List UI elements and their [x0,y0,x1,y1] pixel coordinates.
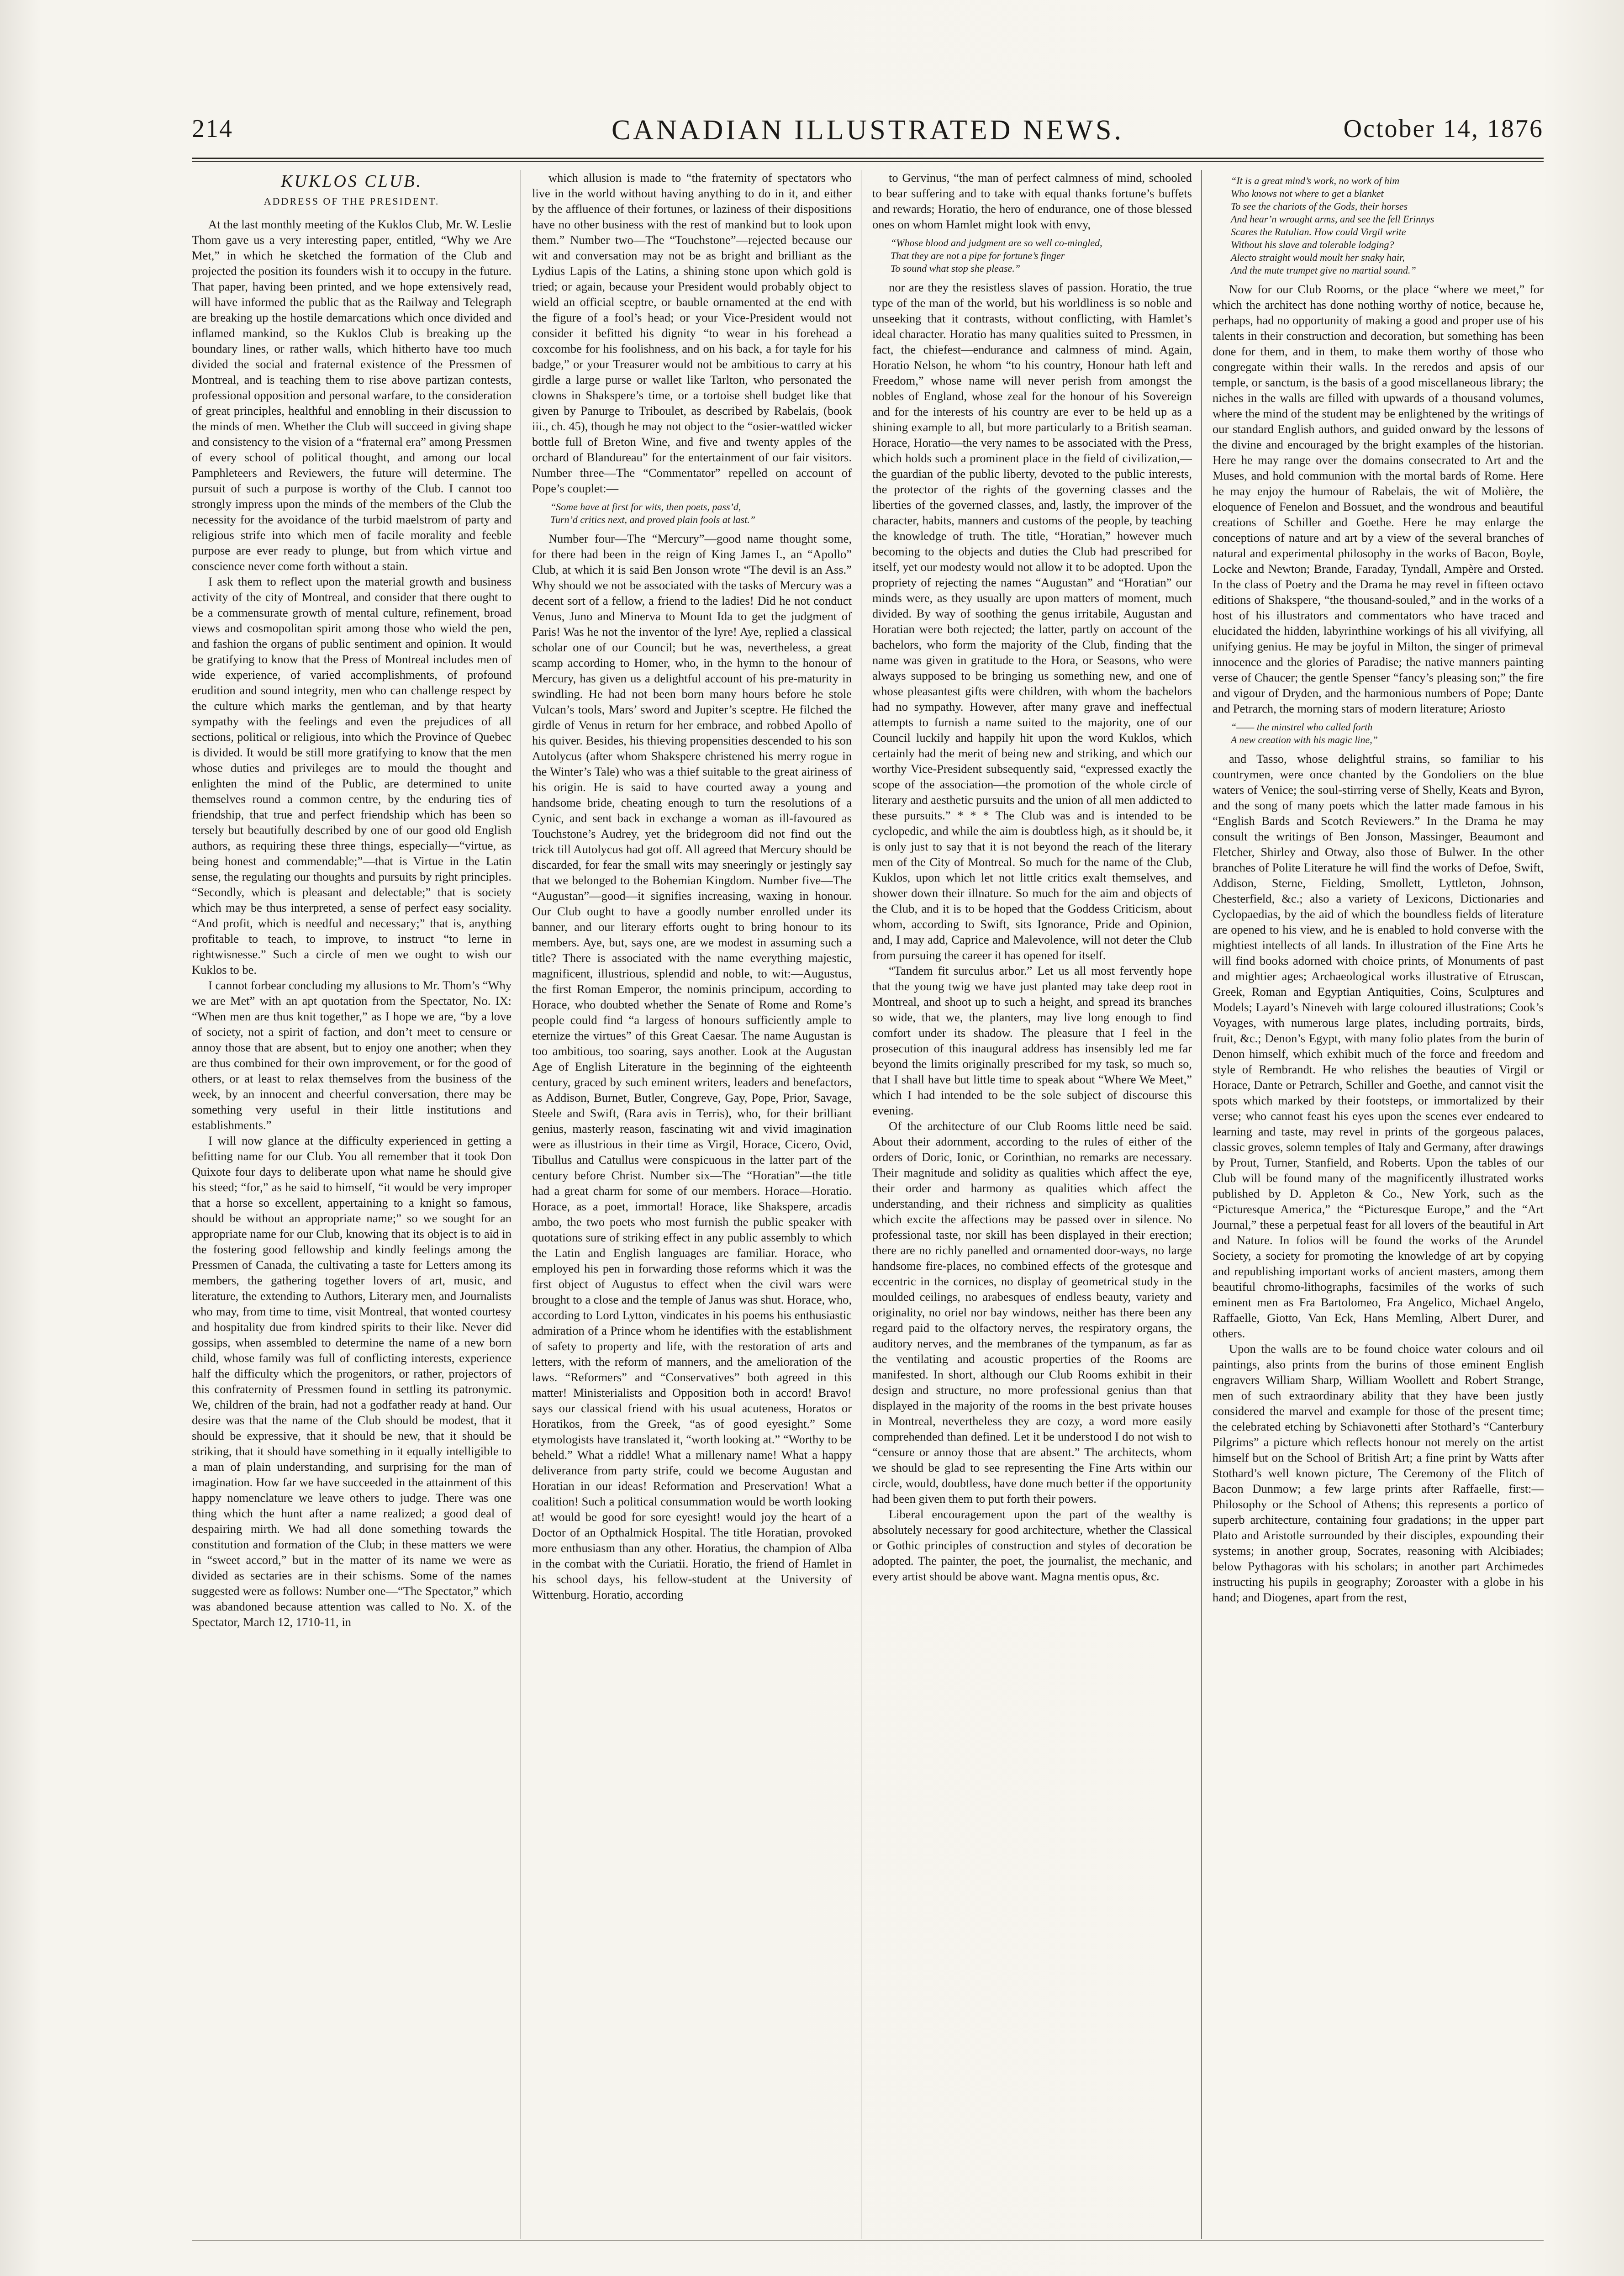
issue-date: October 14, 1876 [1343,115,1544,143]
verse-quote: “Whose blood and judgment are so well co-mingled, That they are not a pipe for fortune’s finger To sound what stop she please.” [891,237,1102,274]
article-subtitle: ADDRESS OF THE PRESIDENT. [264,195,440,207]
page-header [192,114,1544,155]
page-number: 214 [192,115,233,143]
column-divider [1201,170,1202,2239]
paragraph: I ask them to reflect upon the material growth and business activity of the city of Montreal, and consider that there ought to be a commensurate growth of mental culture, refinement, broad views and cosmopolitan spirit among those who wield the pen, and fashion the organs of public sentiment and opinion. It would be gratifying to know that the Press of Montreal includes men of wide experience, of varied accomplishments, of profound erudition and sound integrity, men who can challenge respect by the culture which marks the gentleman, and by that hearty sympathy with the feelings and even the prejudices of all sections, political or religious, into which the Province of Quebec is divided. It would be still more gratifying to know that the men whose duties and privileges are to mould the thought and enlighten the mind of the Public, are determined to unite themselves round a common centre, by the enduring ties of friendship, that true and perfect friendship which has been so tersely but beautifully described by one of our good old English authors, as requiring these three things, especially—“virtue, as being honest and commendable;”—that is Virtue in the Latin sense, the regulating our thoughts and pursuits by right principles. “Secondly, which is pleasant and delectable;” that is society which may be thus interpreted, a sense of perfect easy sociality. “And profit, which is needful and necessary;” that is, anything profitable to teach, to improve, to instruct “to lerne in rightwisnesse.” Such a circle of men we ought to wish our Kuklos to be. [192,575,511,977]
text-column-3 [872,170,1192,2244]
text-column-2 [532,170,852,2244]
paragraph: Of the architecture of our Club Rooms little need be said. About their adornment, according to the rules of either of the orders of Doric, Ionic, or Corinthian, no remarks are necessary. Their magnitude and solidity as qualities which affect the eye, their order and harmony as qualities which affect the understanding, and their richness and simplicity as qualities which excite the affections may be passed over in silence. No professional taste, nor skill has been displayed in their erection; there are no richly panelled and ornamented door-ways, no large handsome fire-places, no combined effects of the grotesque and eccentric in the cornices, no display of geometrical study in the moulded ceilings, no arabesques of endless beauty, variety and originality, no oriel nor bay windows, neither has there been any regard paid to the olfactory nerves, the respiratory organs, the auditory nerves, and the membranes of the tympanum, as far as the ventilating and acoustic properties of the Rooms are manifested. In short, although our Club Rooms exhibit in their design and structure, no more professional genius than that displayed in the majority of the rooms in the best private houses in Montreal, nevertheless they are cozy, a word more easily comprehended than defined. Let it be understood I do not wish to “censure or annoy those that are absent.” The architects, whom we should be glad to see representing the Fine Arts within our circle, would, doubtless, have done much better if the opportunity had been given them to put forth their powers. [872,1119,1192,1505]
paragraph: “Tandem fit surculus arbor.” Let us all most fervently hope that the young twig we have just planted may take deep root in Montreal, and shoot up to such a height, and spread its branches so wide, that we, the planters, may live long enough to find comfort under its shadow. The pleasure that I feel in the prosecution of this inaugural address has insensibly led me far beyond the limits originally prescribed for my task, so much so, that I shall have but little time to speak about “Where We Meet,” which I had intended to be the sole subject of discourse this evening. [872,964,1192,1117]
verse-quote: “—— the minstrel who called forth A new creation with his magic line,” [1231,721,1378,745]
paragraph: Liberal encouragement upon the part of the wealthy is absolutely necessary for good architecture, whether the Classical or Gothic principles of construction and styles of decoration be adopted. The painter, the poet, the journalist, the mechanic, and every artist should be above want. Magna mentis opus, &c. [872,1507,1192,1583]
paragraph: and Tasso, whose delightful strains, so familiar to his countrymen, were once chanted by the Gondoliers on the blue waters of Venice; the soul-stirring verse of Shelly, Keats and Byron, and the song of many poets which the latter made famous in his “English Bards and Scotch Reviewers.” In the Drama he may consult the writings of Ben Jonson, Massinger, Beaumont and Fletcher, Shirley and Otway, also those of Bulwer. In the other branches of Polite Literature he will find the works of Defoe, Swift, Addison, Sterne, Fielding, Smollett, Lyttleton, Johnson, Chesterfield, &c.; also a variety of Lexicons, Dictionaries and Cyclopaedias, by the aid of which the boundless fields of literature are opened to his view, and he is enabled to hold converse with the mightiest intellects of all lands. In illustration of the Fine Arts he will find books adorned with choice prints, of Monuments of past and mightier ages; Archaeological works illustrative of Etruscan, Greek, Roman and Egyptian Antiquities, Coins, Sculptures and Models; Layard’s Nineveh with large coloured illustrations; Cook’s Voyages, with numerous large plates, including portraits, birds, fruit, &c.; Denon’s Egypt, with many folio plates from the burin of Denon himself, which exhibit much of the force and freedom and style of Rembrandt. He who relishes the beauties of Virgil or Horace, Dante or Petrarch, Schiller and Goethe, and cannot visit the spots which marked by their footsteps, or immortalized by their verse; who cannot feast his eyes upon the scenes ever endeared to learning and taste, may revel in prints of the gorgeous palaces, classic groves, solemn temples of Italy and Germany, after drawings by Prout, Turner, Stanfield, and Roberts. Upon the tables of our Club will be found many of the magnificently illustrated works published by D. Appleton & Co., New York, such as the “Picturesque America,” the “Picturesque Europe,” and the “Art Journal,” these a perpetual feast for all lovers of the beautiful in Art and Nature. In folios will be found the works of the Arundel Society, a society for promoting the knowledge of art by copying and republishing important works of ancient masters, among them beautiful chromo-lithographs, facsimiles of the works of such eminent men as Fra Bartolomeo, Fra Angelico, Michael Angelo, Raffaelle, Giotto, Van Eck, Hans Memling, Albert Durer, and others. [1213,752,1544,1340]
paragraph: At the last monthly meeting of the Kuklos Club, Mr. W. Leslie Thom gave us a very interesting paper, entitled, “Why we Are Met,” in which he sketched the formation of the Club and projected the position its founders wish it to occupy in the future. That paper, having been printed, and we hope extensively read, will have informed the public that as the Railway and Telegraph are breaking up the hostile demarcations which once divided and inflamed mankind, so the Kuklos Club is breaking up the boundary lines, or rather walls, which hitherto have too much divided the social and fraternal existence of the Pressmen of Montreal, and is teaching them to rise above partizan contests, professional opposition and personal warfare, to the consideration of great principles, healthful and ennobling in their discussion to the minds of men. Whether the Club will succeed in giving shape and consistency to the vision of a “fraternal era” among Pressmen of every school of political thought, and among our local Pamphleteers and Reviewers, the future will determine. The pursuit of such a purpose is worthy of the Club. I cannot too strongly impress upon the minds of the members of the Club the necessity for the avoidance of the turbid maelstrom of party and religious strife into which men of facile morality and feeble purpose are ever ready to plunge, but from which virtue and conscience never come forth without a stain. [192,217,511,573]
paragraph: which allusion is made to “the fraternity of spectators who live in the world without having anything to do in it, and either by the affluence of their fortunes, or laziness of their dispositions have no other business with the rest of mankind but to look upon them.” Number two—The “Touchstone”—rejected because our wit and conversation may not be as bright and brilliant as the Lydius Lapis of the Latins, a shining stone upon which gold is tried; or again, because your President would probably object to wield an official sceptre, or bauble ornamented at the end with the figure of a fool’s head; or your Vice-President would not consider it befitted his dignity “to wear in his forehead a coxcombe for his foolishness, and on his back, a for tayle for his badge,” or your Treasurer would not be ambitious to carry at his girdle a large purse or wallet like Tarlton, who personated the clowns in Shakspere’s time, or a tortoise shell budget like that given by Panurge to Triboulet, as described by Rabelais, (book iii., ch. 45), though he may not object to the “osier-wattled wicker bottle full of Breton Wine, and five and twenty apples of the orchard of Blandureau” for the entertainment of our fair visitors. Number three—The “Commentator” repelled on account of Pope’s couplet:— [532,171,852,495]
text-column-1 [192,170,511,2244]
paragraph: Now for our Club Rooms, or the place “where we meet,” for which the architect has done nothing worthy of notice, because he, perhaps, had no opportunity of making a good and proper use of his talents in their construction and decoration, but something has been done for them, and in them, to make them worthy of those who congregate within their walls. In the reredos and apsis of our temple, or sanctum, is the basis of a good miscellaneous library; the niches in the walls are filled with upwards of a thousand volumes, where the mind of the student may be enlightened by the writings of our standard English authors, and guided onward by the lessons of the divine and encouraged by the bright examples of the historian. Here he may range over the domains consecrated to Art and the Muses, and hold communion with the mortal bards of Rome. Here he may enjoy the humour of Rabelais, the wit of Molière, the eloquence of Fenelon and Bossuet, and the wondrous and beautiful creations of Schiller and Goethe. Here he may enlarge the conceptions of nature and art by a view of the several branches of natural and experimental philosophy in the works of Bacon, Boyle, Locke and Newton; Brande, Faraday, Tyndall, Ampère and Orsted. In the class of Poetry and the Drama he may revel in fifteen octavo editions of Shakspere, “the thousand-souled,” and in the works of a host of his illustrators and commentators who have traced and elucidated the hidden, labyrinthine workings of his all vivifying, all unifying genius. He may be joyful in Milton, the singer of primeval innocence and the glories of Paradise; the native manners painting verse of Chaucer; the gentle Spenser “fancy’s pleasing son;” the fire and vigour of Dryden, and the harmonious numbers of Pope; Dante and Petrarch, the morning stars of modern literature; Ariosto [1213,282,1544,715]
verse-quote: “It is a great mind’s work, no work of him Who knows not where to get a blanket To see the chariots of the Gods, their horses And hear’n wrought arms, and see the fell Erinnys Scares the Rutulian. How could Virgil write Without his slave and tolerable lodging? Alecto straight would moult her snaky hair, And the mute trumpet give no martial sound.” [1231,175,1434,276]
paragraph: I will now glance at the difficulty experienced in getting a befitting name for our Club. You all remember that it took Don Quixote four days to deliberate upon what name he should give his steed; “for,” as he said to himself, “it would be very improper that a horse so excellent, appertaining to a knight so famous, should be without an appropriate name;” so we sought for an appropriate name for our Club, knowing that its object is to aid in the fostering good fellowship and kindly feelings among the Pressmen of Canada, the cultivating a taste for Letters among its members, the gathering together lovers of art, music, and literature, the extending to Authors, Literary men, and Journalists who may, from time to time, visit Montreal, that wonted courtesy and hospitality due from kindred spirits to their like. Never did gossips, when assembled to determine the name of a new born child, whose family was full of conflicting interests, experience half the difficulty which the progenitors, or rather, projectors of this confraternity of Pressmen found in settling its patronymic. We, children of the brain, had not a godfather ready at hand. Our desire was that the name of the Club should be modest, that it should be expressive, that it should be new, that it should be striking, that it should have something in it equally intelligible to a man of plain understanding, and surprising for the man of imagination. How far we have succeeded in the attainment of this happy nomenclature we leave others to judge. There was one thing which the hunt after a name realized; a good deal of despairing mirth. We had all done something towards the constitution and formation of the Club; in these matters we were in “sweet accord,” but in the matter of its name we were as divided as sectaries are in their schisms. Some of the names suggested were as follows: Number one—“The Spectator,” which was abandoned because attention was called to No. X. of the Spectator, March 12, 1710-11, in [192,1134,511,1629]
paragraph: Upon the walls are to be found choice water colours and oil paintings, also prints from the burins of those eminent English engravers William Sharp, William Woollett and Robert Strange, men of such extraordinary ability that they have been justly considered the marvel and example for those of the present time; the celebrated etching by Schiavonetti after Stothard’s “Canterbury Pilgrims” a picture which reflects honour not merely on the artist himself but on the School of British Art; a fine print by Watts after Stothard’s well known picture, The Ceremony of the Flitch of Bacon Dunmow; a few large prints after Raffaelle, first:—Philosophy or the School of Athens; this represents a portico of superb architecture, containing four gradations; in the upper part Plato and Aristotle surrounded by their disciples, expounding their systems; in another group, Socrates, reasoning with Alcibiades; below Pythagoras with his scholars; in another part Archimedes instructing his pupils in geography; Zoroaster with a globe in his hand; and Diogenes, apart from the rest, [1213,1342,1544,1604]
text-column-4 [1213,170,1544,2244]
paragraph: Number four—The “Mercury”—good name thought some, for there had been in the reign of King James I., an “Apollo” Club, at which it is said Ben Jonson wrote “The devil is an Ass.” Why should we not be associated with the tasks of Mercury was a decent sort of a fellow, a friend to the ladies! Did he not conduct Venus, Juno and Minerva to Mount Ida to get the judgment of Paris! Was he not the inventor of the lyre! Aye, replied a classical scholar one of our Council; but he was, nevertheless, a great scamp according to Homer, who, in the hymn to the honour of Mercury, has given us a delightful account of his pre-maturity in swindling. He had not been born many hours before he stole Vulcan’s tools, Mars’ sword and Jupiter’s sceptre. He filched the girdle of Venus in return for her embrace, and robbed Apollo of his quiver. Besides, his thieving propensities descended to his son Autolycus (after whom Shakspere christened his merry rogue in the Winter’s Tale) who was a thief suitable to the great airiness of his origin. He is said to have courted away a young and handsome bride, cheating enough to turn the resolutions of a Cynic, and sent back in exchange a woman as ill-favoured as Touchstone’s Audrey, yet the bridegroom did not find out the trick till Autolycus had got off. All agreed that Mercury should be discarded, for fear the small wits may sneeringly or jestingly say that we belonged to the Bohemian Kingdom. Number five—The “Augustan”—good—it signifies increasing, waxing in honour. Our Club ought to have a goodly number enrolled under its banner, and our literary efforts ought to bring honour to its members. Aye, but, says one, are we modest in assuming such a title? There is associated with the name everything majestic, magnificent, illustrious, splendid and noble, to wit:—Augustus, the first Roman Emperor, the nominis principum, according to Horace, who doubted whether the Senate of Rome and Rome’s people could find “a largess of honours sufficiently ample to eternize the virtues” of this Great Caesar. The name Augustan is too ambitious, too soaring, says another. Look at the Augustan Age of English Literature in the beginning of the eighteenth century, graced by such eminent writers, leaders and benefactors, as Addison, Burnet, Butler, Congreve, Gay, Pope, Prior, Savage, Steele and Swift, (Rara avis in Terris), who, for their brilliant genius, masterly reason, fascinating wit and vivid imagination were as illustrious in their time as Virgil, Horace, Cicero, Ovid, Tibullus and Catullus were conspicuous in the latter part of the century before Christ. Number six—The “Horatian”—the title had a great charm for some of our members. Horace—Horatio. Horace, as a poet, immortal! Horace, like Shakspere, arcadis ambo, the two poets who most furnish the public speaker with quotations sure of striking effect in any public assembly to which the Latin and English languages are familiar. Horace, who employed his pen in forwarding those reforms which it was the first object of Augustus to effect when the civil wars were brought to a close and the temple of Janus was shut. Horace, who, according to Lord Lytton, vindicates in his poems his enthusiastic admiration of a Prince whom he identifies with the establishment of safety to property and life, with the restoration of arts and letters, with the reform of manners, and the amelioration of the laws. “Reformers” and “Conservatives” both agreed in this matter! Ministerialists and Opposition both in accord! Bravo! says our classical friend with his usual acuteness, Horatos or Horatikos, from the Greek, “as of good eyesight.” Some etymologists have translated it, “worth looking at.” “Worthy to be beheld.” What a riddle! What a millenary name! What a happy deliverance from party strife, could we become Augustan and Horatian in our ideas! Reformation and Preservation! What a coalition! Such a political consummation would be worth looking at! would be good for sore eyesight! would joy the heart of a Doctor of an Opthalmick Hospital. The title Horatian, provoked more enthusiasm than any other. Horatius, the champion of Alba in the combat with the Curiatii. Horatio, the friend of Hamlet in his school days, his fellow-student at the University of Wittenburg. Horatio, according [532,532,852,1601]
verse-quote: “Some have at first for wits, then poets, pass’d, Turn’d critics next, and proved plain fools at last.” [550,501,755,525]
article-title: KUKLOS CLUB. [281,172,422,191]
page-bottom-rule [192,2240,1544,2241]
paragraph: nor are they the resistless slaves of passion. Horatio, the true type of the man of the world, but his worldliness is so noble and unseeking that it contrasts, without conflicting, with Hamlet’s ideal character. Horatio has many qualities suited to Pressmen, in fact, the chiefest—endurance and calmness of mind. Again, Horatio Nelson, he whom “to his country, Honour hath left and Freedom,” whose name will never perish from amongst the nobles of England, whose zeal for the honour of his Sovereign and for the interests of his country are ever to be held up as a shining example to all, but more particularly to a British seaman. Horace, Horatio—the very names to be associated with the Press, which holds such a prominent place in the field of civilization,—the guardian of the public liberty, devoted to the public interests, the protector of the rights of the governing classes and the liberties of the governed classes, and, lastly, the improver of the character, habits, manners and customs of the people, by teaching the knowledge of truth. The title, “Horatian,” however much becoming to the objects and duties the Club had prescribed for itself, yet our modesty would not allow it to be adopted. Upon the propriety of rejecting the names “Augustan” and “Horatian” our minds were, as they usually are upon matters of moment, much divided. By way of soothing the genus irritabile, Augustan and Horatian were both rejected; the latter, partly on account of the bachelors, who form the majority of the Club, finding that the name was given in gratitude to the Hora, or Seasons, who were always supposed to be bringing us something new, and one of whose pleasantest gifts were children, with whom the bachelors had no sympathy. However, after many grave and ineffectual attempts to furnish a name suited to the majority, one of our Council luckily and happily hit upon the word Kuklos, which certainly had the merit of being new and striking, and which our worthy Vice-President subsequently said, “expressed exactly the scope of the association—the promotion of the whole circle of literary and aesthetic pursuits and the union of all men addicted to these pursuits.” * * * The Club was and is intended to be cyclopedic, and while the aim is doubtless high, as it should be, it is only just to say that it is not beyond the reach of the literary men of the City of Montreal. So much for the name of the Club, Kuklos, upon which let not little critics exalt themselves, and shower down their illnature. So much for the aim and objects of the Club, and it is to be hoped that the Goddess Criticism, about whom, according to Swift, sits Ignorance, Pride and Opinion, and, I may add, Caprice and Malevolence, will not deter the Club from pursuing the career it has opened for itself. [872,280,1192,962]
header-rule-thin [192,161,1544,162]
paragraph: to Gervinus, “the man of perfect calmness of mind, schooled to bear suffering and to take with equal thanks fortune’s buffets and rewards; Horatio, the hero of endurance, one of those blessed ones on whom Hamlet might look with envy, [872,171,1192,231]
masthead-title: CANADIAN ILLUSTRATED NEWS. [611,115,1124,146]
header-rule [192,158,1544,159]
paragraph: I cannot forbear concluding my allusions to Mr. Thom’s “Why we are Met” with an apt quotation from the Spectator, No. IX: “When men are thus knit together,” as I hope we are, “by a love of society, not a spirit of faction, and don’t meet to censure or annoy those that are absent, but to enjoy one another; when they are thus combined for their own improvement, or for the good of others, or at least to relax themselves from the business of the week, by an innocent and cheerful conversation, there may be something very useful in their little institutions and establishments.” [192,978,511,1132]
